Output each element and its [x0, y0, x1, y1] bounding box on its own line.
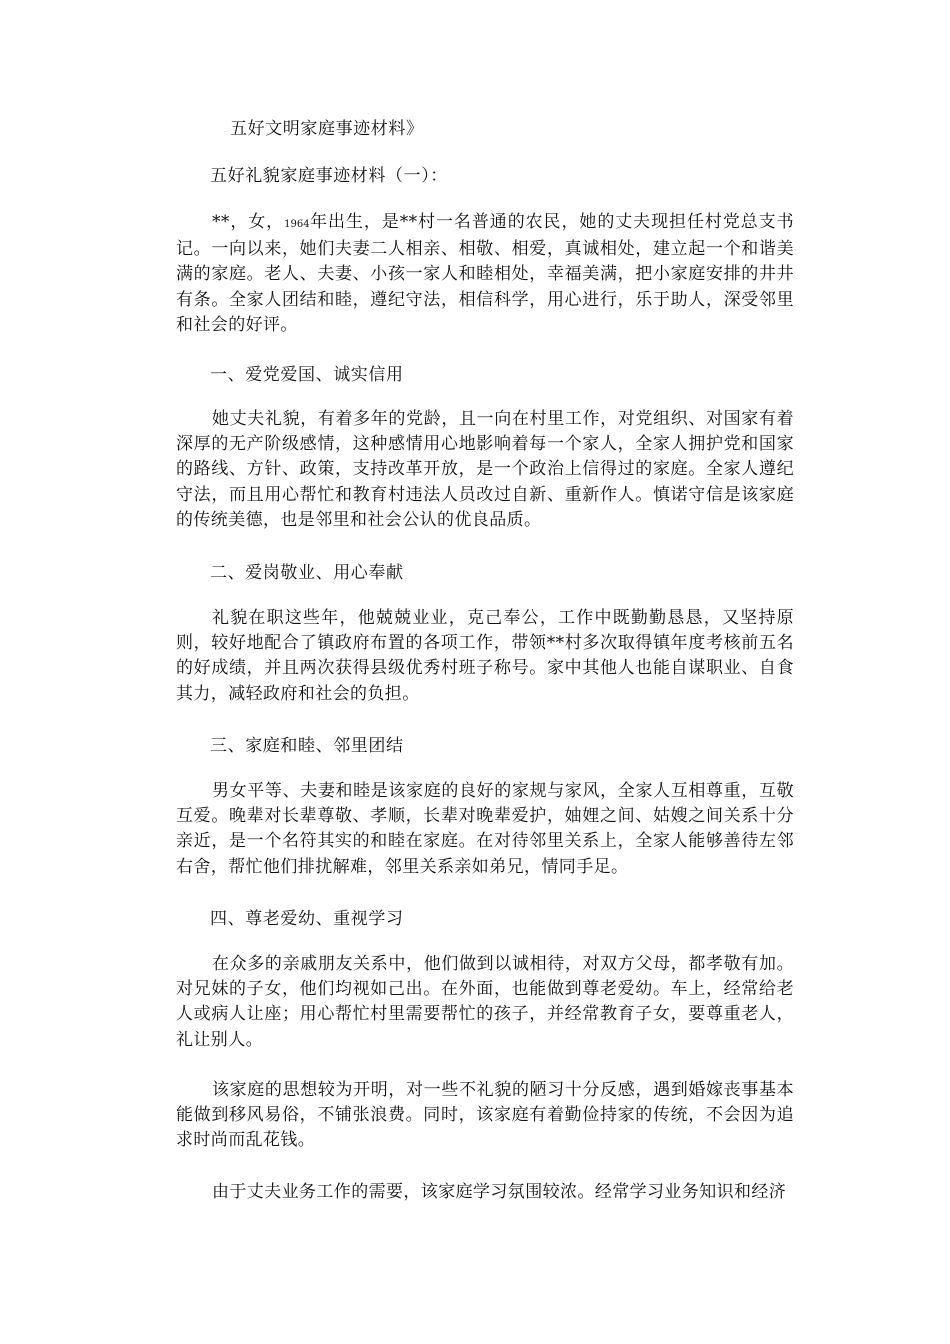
document-subtitle: 五好礼貌家庭事迹材料（一）：: [210, 166, 448, 186]
intro-prefix: **，女，: [212, 212, 285, 232]
section-paragraph-3: 男女平等、夫妻和睦是该家庭的良好的家规与家风，全家人互相尊重，互敬互爱。晚辈对长辈尊敬、孝顺，长辈对晚辈爱护，妯娌之间、姑嫂之间关系十分亲近，是一个名符其实的和睦在家庭。在对待邻里关系上，全家人能够善待左邻右舍，帮忙他们排扰解难，邻里关系亲如弟兄，情同手足。: [176, 781, 794, 877]
section-heading-3: 三、家庭和睦、邻里团结: [210, 736, 404, 756]
document-title: 五好文明家庭事迹材料》: [230, 119, 424, 139]
section-paragraph-4b: 该家庭的思想较为开明，对一些不礼貌的陋习十分反感，遇到婚嫁丧事基本能做到移风易俗，不铺张浪费。同时，该家庭有着勤俭持家的传统，不会因为追求时尚而乱花钱。: [176, 1080, 794, 1151]
section-heading-4: 四、尊老爱幼、重视学习: [210, 909, 404, 929]
intro-year: 1964: [284, 219, 310, 230]
section-heading-2: 二、爱岗敬业、用心奉献: [210, 563, 404, 583]
section-paragraph-2: 礼貌在职这些年，他兢兢业业，克己奉公，工作中既勤勤恳恳，又坚持原则，较好地配合了镇政府布置的各项工作，带领**村多次取得镇年度考核前五名的好成绩，并且两次获得县级优秀村班子称号。家中其他人也能自谋职业、自食其力，减轻政府和社会的负担。: [176, 608, 794, 704]
section-paragraph-1: 她丈夫礼貌，有着多年的党龄，且一向在村里工作，对党组织、对国家有着深厚的无产阶级感情，这种感情用心地影响着每一个家人，全家人拥护党和国家的路线、方针、政策，支持改革开放，是一个政治上信得过的家庭。全家人遵纪守法，而且用心帮忙和教育村违法人员改过自新、重新作人。慎诺守信是该家庭的传统美德，也是邻里和社会公认的优良品质。: [176, 409, 794, 530]
section-paragraph-4c: 由于丈夫业务工作的需要，该家庭学习氛围较浓。经常学习业务知识和经济: [212, 1182, 787, 1202]
section-heading-1: 一、爱党爱国、诚实信用: [210, 365, 404, 385]
intro-rest: 年出生，是**村一名普通的农民，她的丈夫现担任村党总支书记。一向以来，她们夫妻二人相亲、相敬、相爱，真诚相处，建立起一个和谐美满的家庭。老人、夫妻、小孩一家人和睦相处，幸福美满，把小家庭安排的井井有条。全家人团结和睦，遵纪守法，相信科学，用心进行，乐于助人，深受邻里和社会的好评。: [176, 212, 794, 335]
section-paragraph-4a: 在众多的亲戚朋友关系中，他们做到以诚相待，对双方父母，都孝敬有加。对兄妹的子女，他们均视如己出。在外面，也能做到尊老爱幼。车上，经常给老人或病人让座；用心帮忙村里需要帮忙的孩子，并经常教育子女，要尊重老人，礼让别人。: [176, 954, 794, 1050]
intro-paragraph: [176, 210, 794, 338]
